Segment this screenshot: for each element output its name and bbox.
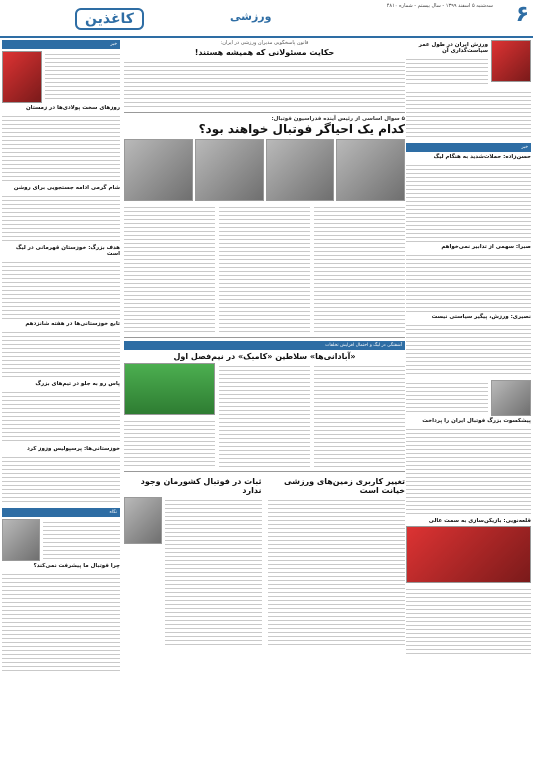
brand-logo: کاغذین — [75, 8, 144, 30]
headline: ورزش ایران در طول عمر سیاست‌گذاری آن — [418, 42, 488, 54]
headline: پاس رو به جلو در تیم‌های بزرگ — [35, 381, 120, 387]
headline: قلعه‌نویی: بازیکن‌سازی به سمت عالی — [428, 518, 531, 524]
left-column — [2, 40, 120, 778]
item-photo — [491, 40, 531, 82]
headline: ثبات در فوتبال کشورمان وجود ندارد — [140, 477, 262, 495]
section-tag: نگاه — [2, 508, 120, 517]
headline: کدام یک احیاگر فوتبال خواهند بود؟ — [198, 122, 405, 136]
headline: تغییر کاربری زمین‌های ورزشی خیانت است — [283, 477, 405, 495]
candidate-photo — [195, 139, 264, 201]
candidate-photo — [124, 139, 193, 201]
headline: شام گرمی ادامه جستجویی برای روشن — [13, 185, 120, 191]
candidate-photo — [266, 139, 335, 201]
headline: پیشکسوت بزرگ فوتبال ایران را پرداخت — [422, 418, 531, 424]
portrait-photo — [2, 51, 42, 103]
team-photo — [124, 363, 215, 415]
kicker: ۵ سوال اساسی از رئیس آینده فدراسیون فوتبال: — [271, 116, 405, 122]
headline: حکایت مسئولانی که همیشه هستند! — [194, 48, 335, 57]
kicker: قانون پاسخگویی مدیران ورزشی در ایران: — [220, 40, 309, 46]
section-title: ورزشی — [230, 10, 272, 23]
headline: صبرا: سهمی از تدابیر نمی‌خواهم — [441, 244, 531, 250]
headline: نصیری: ورزش، پیگیر سیاستی نیست — [431, 314, 531, 320]
page-number: ۶ — [515, 2, 529, 27]
headline: تابع خوزستانی‌ها در هفته شانزدهم — [25, 321, 120, 327]
section-tag: آشفتگی در لیگ و احتمال افزایش تخلفات — [124, 341, 405, 350]
headline: خوزستانی‌ها: پرسپولیس وزوز کرد — [26, 446, 120, 452]
candidate-photo — [336, 139, 405, 201]
portrait-photo — [124, 497, 162, 544]
date-line: سه‌شنبه ۵ اسفند ۱۳۹۹ - سال بیستم - شماره ۴۸۱۰ — [386, 3, 493, 9]
team-photo — [406, 526, 531, 583]
headline: «آبادانی‌ها» سلاطین «کامبک» در نیم‌فصل اول — [173, 352, 356, 361]
right-column — [406, 40, 531, 778]
headline: روزهای سخت پولادی‌ها در زمستان — [25, 105, 120, 111]
portrait-photo — [2, 519, 40, 561]
section-tag: خبر — [2, 40, 120, 49]
section-tag: خبر — [406, 143, 531, 152]
portrait-photo — [491, 380, 531, 416]
headline: حسن‌زاده: حملات‌شدید به هنگام لیگ — [433, 154, 531, 160]
center-area — [124, 40, 405, 778]
headline: چرا فوتبال ما پیشرفت نمی‌کند؟ — [33, 563, 120, 569]
page-header — [0, 0, 533, 38]
headline: هدف بزرگ: خوزستان قهرمانی در لیگ است — [15, 245, 120, 257]
